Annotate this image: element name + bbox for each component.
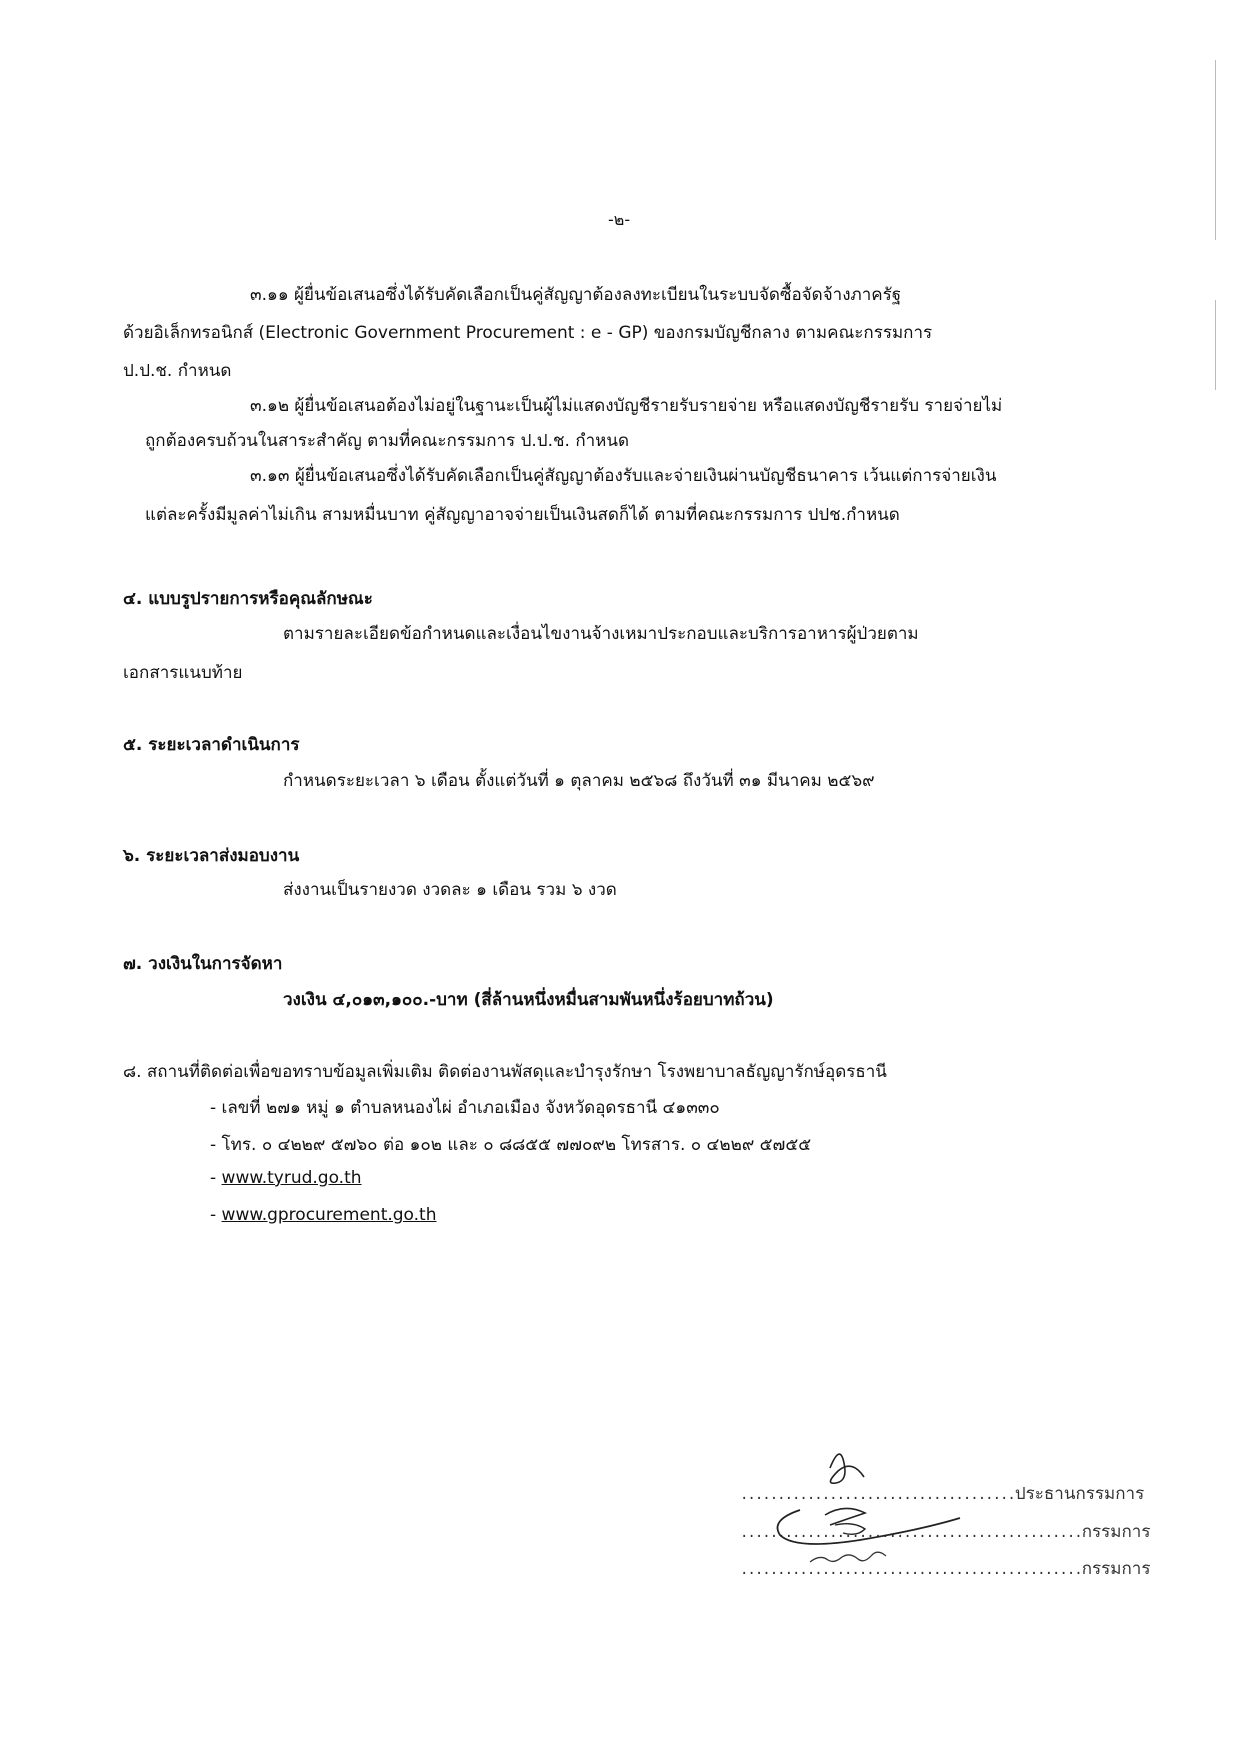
- section-4-line-1: ตามรายละเอียดข้อกำหนดและเงื่อนไขงานจ้างเหมาประกอบและบริการอาหารผู้ป่วยตาม: [283, 624, 919, 644]
- section-4-line-2: เอกสารแนบท้าย: [123, 663, 243, 683]
- handwritten-signatures: [730, 1440, 1060, 1590]
- signature-role-label: กรรมการ: [1081, 1522, 1151, 1542]
- paragraph-3-12-line-2: ถูกต้องครบถ้วนในสาระสำคัญ ตามที่คณะกรรมการ ป.ป.ช. กำหนด: [145, 431, 630, 451]
- signature-dotted-line: ..............................................: [740, 1562, 1082, 1578]
- section-7-line-1: วงเงิน ๔,๐๑๓,๑๐๐.-บาท (สี่ล้านหนึ่งหมื่นสามพันหนึ่งร้อยบาทถ้วน): [283, 990, 774, 1010]
- section-8-heading: ๘. สถานที่ติดต่อเพื่อขอทราบข้อมูลเพิ่มเติม ติดต่องานพัสดุและบำรุงรักษา โรงพยาบาลธัญญารักษ์อุดรธานี: [123, 1062, 887, 1082]
- website-link-tyrud[interactable]: www.tyrud.go.th: [221, 1168, 362, 1188]
- section-8-link-1-row: [210, 1168, 362, 1188]
- paragraph-3-13-line-1: ๓.๑๓ ผู้ยื่นข้อเสนอซึ่งได้รับคัดเลือกเป็นคู่สัญญาต้องรับและจ่ายเงินผ่านบัญชีธนาคาร เว้นแต่การจ่ายเงิน: [250, 466, 997, 486]
- section-5-heading: ๕. ระยะเวลาดำเนินการ: [123, 735, 300, 755]
- section-7-heading: ๗. วงเงินในการจัดหา: [123, 954, 283, 974]
- signature-dotted-line: ..............................................: [740, 1525, 1082, 1541]
- page-number: -๒-: [608, 210, 631, 229]
- signature-block: [730, 1440, 1151, 1590]
- section-6-line-1: ส่งงานเป็นรายงวด งวดละ ๑ เดือน รวม ๖ งวด: [283, 880, 617, 900]
- section-8-address: - เลขที่ ๒๗๑ หมู่ ๑ ตำบลหนองไผ่ อำเภอเมือง จังหวัดอุดรธานี ๔๑๓๓๐: [210, 1098, 720, 1118]
- section-6-heading: ๖. ระยะเวลาส่งมอบงาน: [123, 846, 300, 866]
- scan-edge-line: [1215, 60, 1216, 240]
- link-bullet: -: [210, 1168, 222, 1188]
- scan-edge-line: [1215, 300, 1216, 390]
- section-8-link-2-row: [210, 1205, 437, 1225]
- paragraph-3-13-line-2: แต่ละครั้งมีมูลค่าไม่เกิน สามหมื่นบาท คู่สัญญาอาจจ่ายเป็นเงินสดก็ได้ ตามที่คณะกรรมการ ปปช.กำหนด: [145, 505, 900, 525]
- link-bullet: -: [210, 1205, 222, 1225]
- paragraph-3-11-line-1: ๓.๑๑ ผู้ยื่นข้อเสนอซึ่งได้รับคัดเลือกเป็นคู่สัญญาต้องลงทะเบียนในระบบจัดซื้อจัดจ้างภาครัฐ: [250, 285, 902, 305]
- paragraph-3-11-line-3: ป.ป.ช. กำหนด: [123, 361, 232, 381]
- section-4-heading: ๔. แบบรูปรายการหรือคุณลักษณะ: [123, 589, 373, 609]
- signature-dotted-line: .....................................: [740, 1487, 1015, 1503]
- section-8-phone: - โทร. ๐ ๔๒๒๙ ๕๗๖๐ ต่อ ๑๐๒ และ ๐ ๘๘๕๕ ๗๗๐๙๒ โทรสาร. ๐ ๔๒๒๙ ๕๗๕๕: [210, 1135, 812, 1155]
- section-5-line-1: กำหนดระยะเวลา ๖ เดือน ตั้งแต่วันที่ ๑ ตุลาคม ๒๕๖๘ ถึงวันที่ ๓๑ มีนาคม ๒๕๖๙: [283, 771, 875, 791]
- signature-role-label: กรรมการ: [1081, 1559, 1151, 1579]
- signature-role-label: ประธานกรรมการ: [1014, 1484, 1145, 1504]
- paragraph-3-12-line-1: ๓.๑๒ ผู้ยื่นข้อเสนอต้องไม่อยู่ในฐานะเป็นผู้ไม่แสดงบัญชีรายรับรายจ่าย หรือแสดงบัญชีรายรับ รายจ่ายไม่: [250, 396, 1003, 416]
- website-link-gprocurement[interactable]: www.gprocurement.go.th: [221, 1205, 437, 1225]
- paragraph-3-11-line-2: ด้วยอิเล็กทรอนิกส์ (Electronic Government Procurement : e - GP) ของกรมบัญชีกลาง ตามคณะกรรมการ: [123, 323, 933, 343]
